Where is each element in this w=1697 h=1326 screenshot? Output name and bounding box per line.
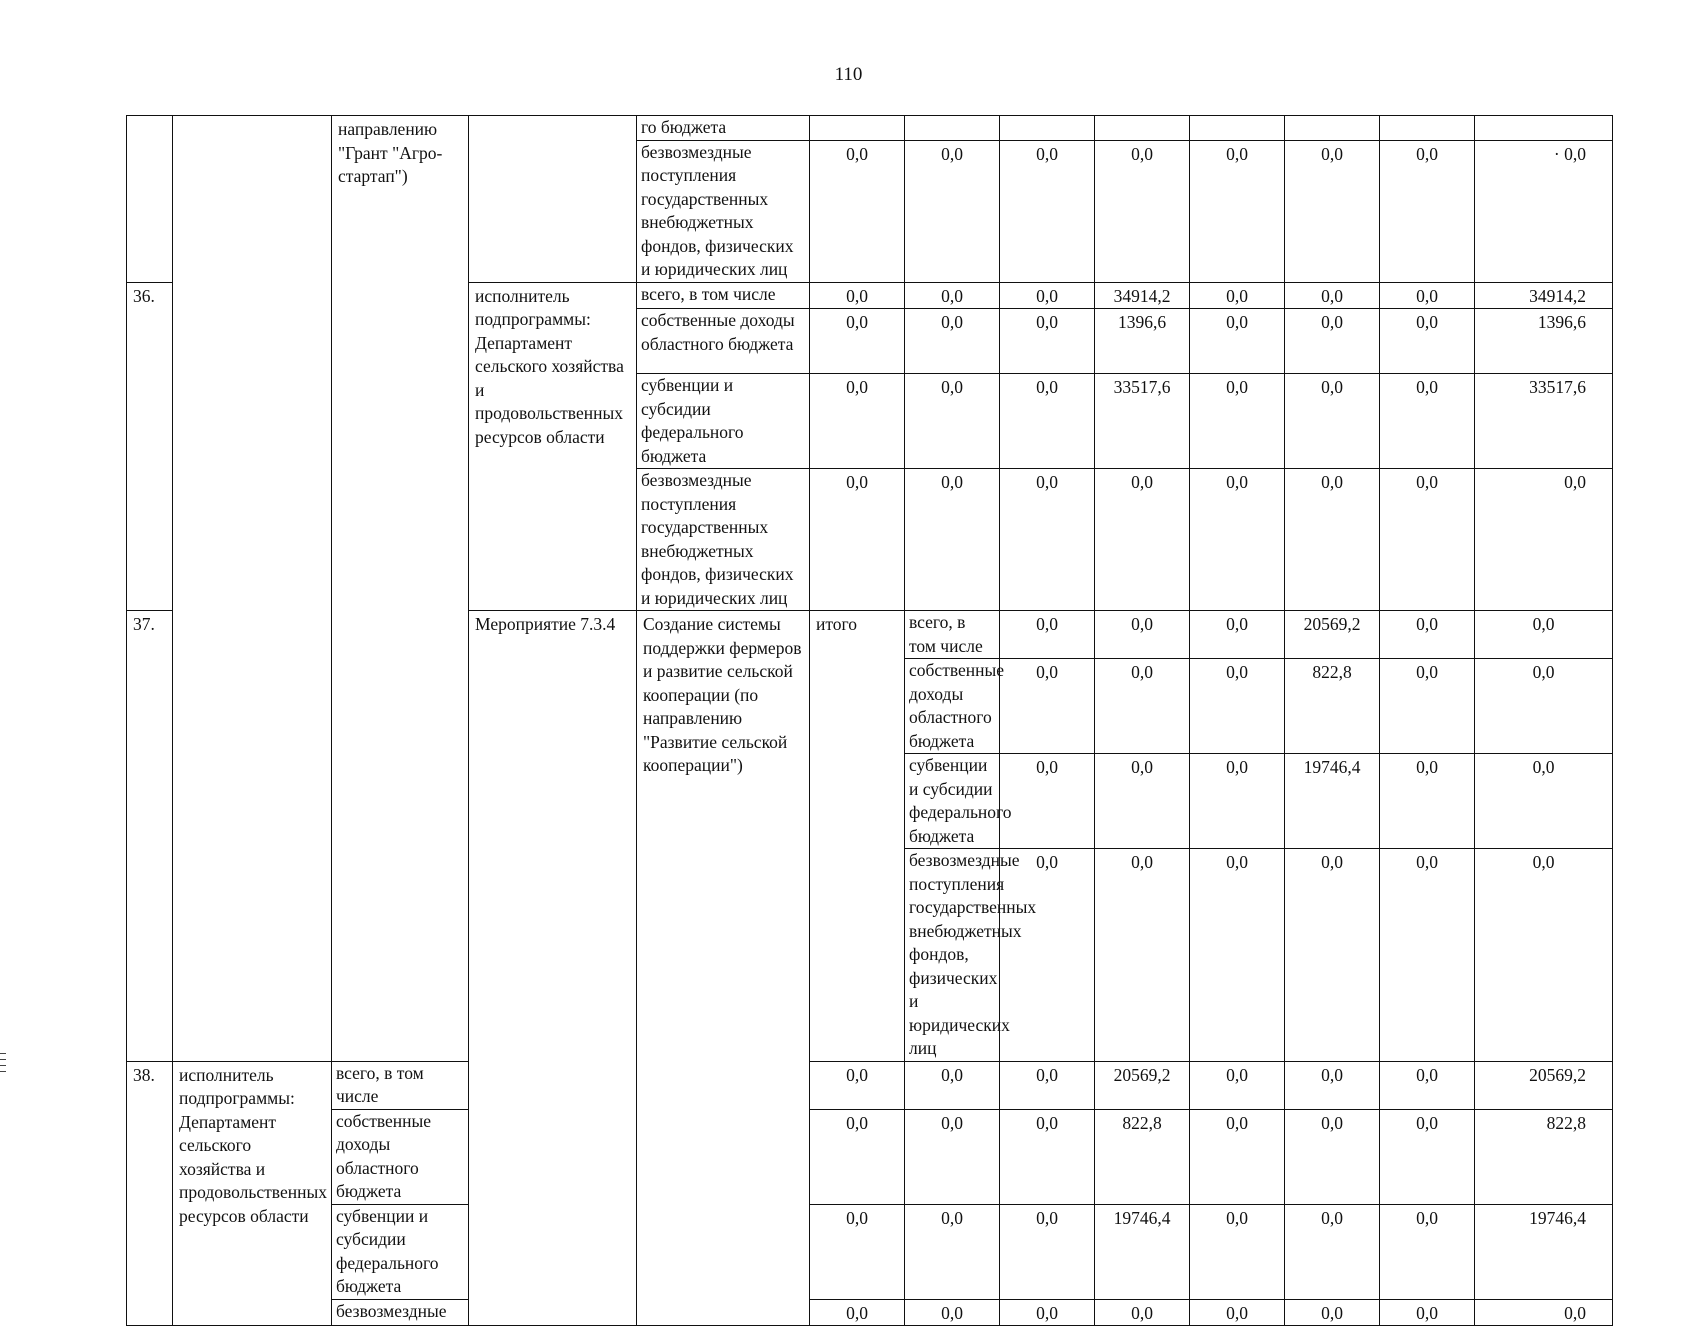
value-cell: 0,0 [1475,849,1613,1062]
funding-label: собственные доходы областного бюджета [332,1109,469,1204]
row-number: 37. [127,611,173,1062]
margin-mark [0,1053,6,1054]
value-cell: 19746,4 [1095,1204,1190,1299]
event-cell [173,116,332,1062]
value-cell: 0,0 [905,1204,1000,1299]
value-cell: 0,0 [1000,754,1095,849]
value-cell: 0,0 [1285,1299,1380,1326]
funding-label: безвозмездные поступления государственных внебюджетных фондов, физических и юридических лиц [637,469,810,611]
value-cell [905,116,1000,141]
value-cell: 0,0 [1475,1299,1613,1326]
value-cell [1475,116,1613,141]
value-cell: 0,0 [1095,140,1190,282]
value-cell: 0,0 [1190,140,1285,282]
executor-cell: исполнитель подпрограммы: Департамент сельского хозяйства и продовольственных ресурсов области [173,1061,332,1326]
value-cell [1095,116,1190,141]
value-cell: 0,0 [1190,469,1285,611]
funding-label: всего, в том числе [637,282,810,309]
value-cell: 0,0 [1380,309,1475,374]
value-cell: 0,0 [1190,309,1285,374]
value-cell: · 0,0 [1475,140,1613,282]
value-cell: 33517,6 [1475,374,1613,469]
value-cell: 0,0 [1000,1299,1095,1326]
executor-cell [469,116,637,283]
value-cell: 0,0 [1380,469,1475,611]
value-cell: 34914,2 [1095,282,1190,309]
value-cell: 0,0 [1000,140,1095,282]
value-cell: 0,0 [1000,282,1095,309]
value-cell: 34914,2 [1475,282,1613,309]
value-cell: 0,0 [1190,849,1285,1062]
row-number: 36. [127,282,173,611]
value-cell: 0,0 [1380,1204,1475,1299]
value-cell: 0,0 [1190,1299,1285,1326]
value-cell: 0,0 [905,1109,1000,1204]
value-cell: 0,0 [810,1204,905,1299]
value-cell: 0,0 [1000,1061,1095,1109]
value-cell: 0,0 [1190,282,1285,309]
value-cell: 0,0 [1380,374,1475,469]
value-cell: 0,0 [1000,611,1095,659]
executor-cell: итого [810,611,905,1062]
value-cell: 822,8 [1095,1109,1190,1204]
description-cell: Создание системы поддержки фермеров и развитие сельской кооперации (по направлению "Развитие сельской кооперации") [637,611,810,1326]
value-cell: 0,0 [1380,659,1475,754]
value-cell: 0,0 [810,1299,905,1326]
value-cell: 0,0 [1285,140,1380,282]
value-cell: 0,0 [1000,469,1095,611]
value-cell: 0,0 [810,469,905,611]
value-cell: 0,0 [1095,469,1190,611]
funding-label: собственные доходы областного бюджета [905,659,1000,754]
event-cell: Мероприятие 7.3.4 [469,611,637,1326]
value-cell [1190,116,1285,141]
value-cell: 0,0 [905,309,1000,374]
value-cell: 0,0 [905,140,1000,282]
value-cell: 0,0 [810,140,905,282]
funding-label: безвозмездные поступления государственных внебюджетных фондов, физических и юридических лиц [905,849,1000,1062]
value-cell: 1396,6 [1475,309,1613,374]
value-cell: 0,0 [1475,469,1613,611]
value-cell: 0,0 [810,1109,905,1204]
funding-label: го бюджета [637,116,810,141]
value-cell: 0,0 [1475,754,1613,849]
value-cell: 822,8 [1285,659,1380,754]
value-cell: 0,0 [1000,1109,1095,1204]
value-cell: 0,0 [1380,849,1475,1062]
value-cell: 0,0 [1285,1061,1380,1109]
margin-mark [0,1059,6,1060]
margin-mark [0,1065,6,1066]
value-cell: 0,0 [1285,1204,1380,1299]
value-cell: 0,0 [1190,374,1285,469]
value-cell: 0,0 [905,1061,1000,1109]
value-cell: 0,0 [1190,659,1285,754]
value-cell: 0,0 [810,1061,905,1109]
value-cell: 0,0 [1095,1299,1190,1326]
value-cell: 19746,4 [1475,1204,1613,1299]
value-cell: 0,0 [1285,849,1380,1062]
value-cell: 0,0 [1475,611,1613,659]
value-cell: 0,0 [1095,611,1190,659]
value-cell: 1396,6 [1095,309,1190,374]
value-cell: 19746,4 [1285,754,1380,849]
value-cell: 0,0 [1380,611,1475,659]
value-cell: 0,0 [1190,1061,1285,1109]
margin-mark [0,1071,6,1072]
value-cell: 0,0 [1095,659,1190,754]
value-cell: 822,8 [1475,1109,1613,1204]
value-cell: 0,0 [1285,282,1380,309]
value-cell: 0,0 [1285,1109,1380,1204]
funding-label: субвенции и субсидии федерального бюджета [332,1204,469,1299]
num-cell [127,116,173,283]
value-cell: 0,0 [810,282,905,309]
value-cell [1380,116,1475,141]
row-number: 38. [127,1061,173,1326]
value-cell: 0,0 [1000,659,1095,754]
value-cell: 0,0 [1380,282,1475,309]
value-cell: 0,0 [905,374,1000,469]
value-cell [1285,116,1380,141]
value-cell: 0,0 [1285,374,1380,469]
value-cell: 0,0 [1095,754,1190,849]
value-cell: 0,0 [1380,1061,1475,1109]
funding-label: всего, в том числе [332,1061,469,1109]
funding-label: всего, в том числе [905,611,1000,659]
value-cell: 0,0 [1285,309,1380,374]
value-cell: 33517,6 [1095,374,1190,469]
value-cell: 0,0 [1190,1204,1285,1299]
value-cell: 0,0 [1380,140,1475,282]
value-cell: 0,0 [1190,1109,1285,1204]
value-cell: 20569,2 [1475,1061,1613,1109]
funding-label: субвенции и субсидии федерального бюджета [905,754,1000,849]
value-cell: 0,0 [1475,659,1613,754]
value-cell: 0,0 [1000,309,1095,374]
funding-label: безвозмездные поступления государственных внебюджетных фондов, физических и юридических лиц [637,140,810,282]
budget-table [126,115,1613,1326]
value-cell: 0,0 [1190,611,1285,659]
value-cell [1000,116,1095,141]
value-cell [810,116,905,141]
value-cell: 0,0 [1095,849,1190,1062]
value-cell: 0,0 [1000,374,1095,469]
funding-label: субвенции и субсидии федерального бюджета [637,374,810,469]
value-cell: 0,0 [1380,754,1475,849]
funding-label: собственные доходы областного бюджета [637,309,810,374]
value-cell: 0,0 [1190,754,1285,849]
funding-label: безвозмездные [332,1299,469,1326]
value-cell: 0,0 [1000,849,1095,1062]
value-cell: 0,0 [1285,469,1380,611]
value-cell: 0,0 [905,282,1000,309]
value-cell: 0,0 [905,1299,1000,1326]
value-cell: 0,0 [1380,1299,1475,1326]
value-cell: 20569,2 [1095,1061,1190,1109]
description-cell: направлению "Грант "Агро-стартап") [332,116,469,1062]
value-cell: 0,0 [1380,1109,1475,1204]
value-cell: 0,0 [810,309,905,374]
value-cell: 0,0 [1000,1204,1095,1299]
value-cell: 20569,2 [1285,611,1380,659]
value-cell: 0,0 [810,374,905,469]
executor-cell: исполнитель подпрограммы: Департамент сельского хозяйства и продовольственных ресурсов области [469,282,637,611]
page-number: 110 [834,64,863,85]
value-cell: 0,0 [905,469,1000,611]
